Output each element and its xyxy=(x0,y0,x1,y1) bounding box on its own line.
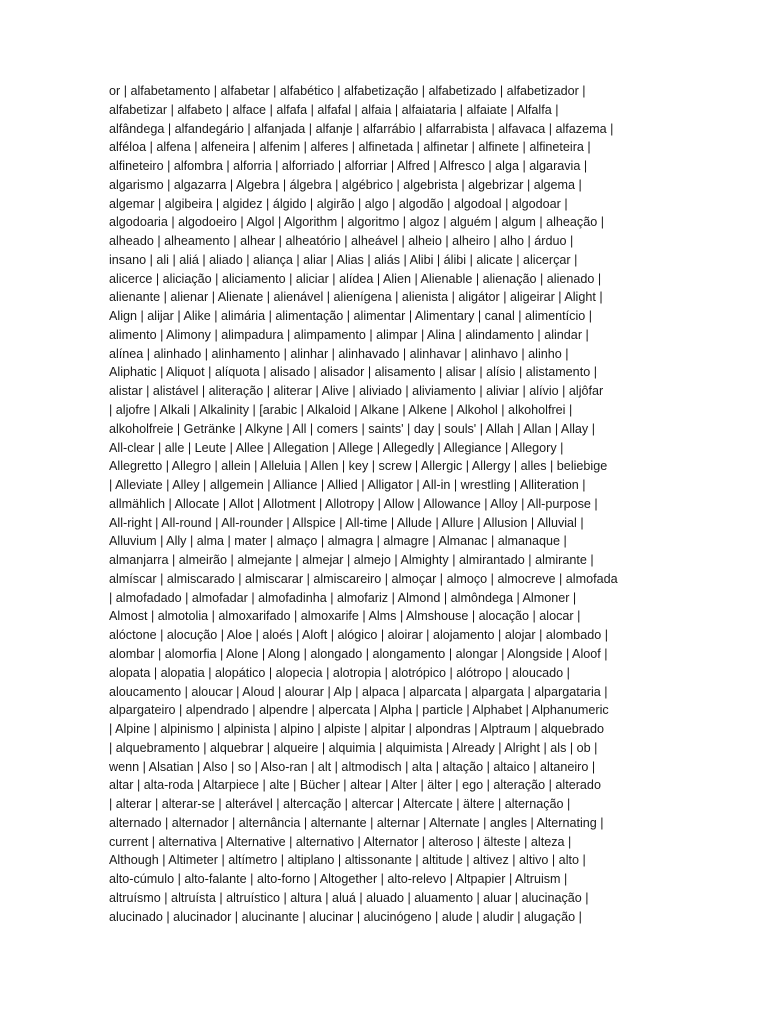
text-line: alienante | alienar | Alienate | alienável | alienígena | alienista | aligátor | aligeirar | Alight | xyxy=(109,290,603,305)
text-line: | aljofre | Alkali | Alkalinity | [arabic | Alkaloid | Alkane | Alkene | Alkohol | alkoholfrei | xyxy=(109,403,573,418)
text-line: altruísmo | altruísta | altruístico | altura | aluá | aluado | aluamento | aluar | alucinação | xyxy=(109,890,589,905)
text-line: alfabetizar | alfabeto | alface | alfafa | alfafal | alfaia | alfaiataria | alfaiate | Alfalfa | xyxy=(109,102,559,117)
text-line: alto-cúmulo | alto-falante | alto-forno | Altogether | alto-relevo | Altpapier | Altruism | xyxy=(109,872,568,887)
text-line: or | alfabetamento | alfabetar | alfabético | alfabetização | alfabetizado | alfabetizador | xyxy=(109,84,586,98)
text-line: Allegretto | Allegro | allein | Alleluia | Allen | key | screw | Allergic | Allergy | alles | beliebige xyxy=(109,459,608,474)
text-line: alheado | alheamento | alhear | alheatório | alheável | alheio | alheiro | alho | árduo | xyxy=(109,234,574,249)
text-line: alucinado | alucinador | alucinante | alucinar | alucinógeno | alude | aludir | alugação | xyxy=(109,909,582,924)
text-line: All-right | All-round | All-rounder | Allspice | All-time | Allude | Allure | Allusion | Alluvial | xyxy=(109,515,584,530)
text-line: alternado | alternador | alternância | alternante | alternar | Alternate | angles | Alternating | xyxy=(109,815,604,830)
text-line: alfineteiro | alfombra | alforria | alforriado | alforriar | Alfred | Alfresco | alga | algaravia | xyxy=(109,159,588,174)
text-line: alpargateiro | alpendrado | alpendre | alpercata | Alpha | particle | Alphabet | Alphanumeric xyxy=(109,703,609,718)
text-line: alféloa | alfena | alfeneira | alfenim | alferes | alfinetada | alfinetar | alfinete | alfineteira | xyxy=(109,140,591,155)
text-line: alóctone | alocução | Aloe | aloés | Aloft | alógico | aloirar | alojamento | alojar | alombado | xyxy=(109,628,608,643)
word-list-text xyxy=(109,82,669,926)
text-line: Alluvium | Ally | alma | mater | almaço | almagra | almagre | Almanac | almanaque | xyxy=(109,534,567,549)
text-line: alistar | alistável | aliteração | aliterar | Alive | aliviado | aliviamento | aliviar | alívio | aljôfar xyxy=(109,384,604,399)
text-line: alfândega | alfandegário | alfanjada | alfanje | alfarrábio | alfarrabista | alfavaca | alfazema | xyxy=(109,121,614,136)
text-line: algodoaria | algodoeiro | Algol | Algorithm | algoritmo | algoz | alguém | algum | alheação | xyxy=(109,215,604,230)
text-line: | alterar | alterar-se | alterável | altercação | altercar | Altercate | ältere | alternação | xyxy=(109,797,571,812)
text-line: almíscar | almiscarado | almiscarar | almiscareiro | almoçar | almoço | almocreve | almofada xyxy=(109,571,618,586)
text-line: Almost | almotolia | almoxarifado | almoxarife | Alms | Almshouse | alocação | alocar | xyxy=(109,609,581,624)
text-line: algemar | algibeira | algidez | álgido | algirão | algo | algodão | algodoal | algodoar | xyxy=(109,196,568,211)
text-line: | almofadado | almofadar | almofadinha | almofariz | Almond | almôndega | Almoner | xyxy=(109,590,577,605)
text-line: All-clear | alle | Leute | Allee | Allegation | Allege | Allegedly | Allegiance | Allegory | xyxy=(109,440,564,455)
text-line: Aliphatic | Aliquot | alíquota | alisado | alisador | alisamento | alisar | alísio | alistamento | xyxy=(109,365,597,380)
text-line: | Alpine | alpinismo | alpinista | alpino | alpiste | alpitar | alpondras | Alptraum | alquebrado xyxy=(109,722,604,737)
text-line: altar | alta-roda | Altarpiece | alte | Bücher | altear | Alter | älter | ego | alteração | alterado xyxy=(109,778,601,793)
text-line: alimento | Alimony | alimpadura | alimpamento | alimpar | Alina | alindamento | alindar | xyxy=(109,327,589,342)
text-line: aloucamento | aloucar | Aloud | alourar | Alp | alpaca | alparcata | alpargata | alpargataria | xyxy=(109,684,608,699)
text-line: almanjarra | almeirão | almejante | almejar | almejo | Almighty | almirantado | almirante | xyxy=(109,553,594,568)
text-line: current | alternativa | Alternative | alternativo | Alternator | alteroso | älteste | alteza | xyxy=(109,834,572,849)
text-line: algarismo | algazarra | Algebra | álgebra | algébrico | algebrista | algebrizar | algema | xyxy=(109,177,582,192)
text-line: | alquebramento | alquebrar | alqueire | alquimia | alquimista | Already | Alright | als | ob | xyxy=(109,740,598,755)
text-line: | Alleviate | Alley | allgemein | Alliance | Allied | Alligator | All-in | wrestling | Alliteration | xyxy=(109,478,586,493)
text-line: alicerce | aliciação | aliciamento | aliciar | alídea | Alien | Alienable | alienação | alienado | xyxy=(109,271,602,286)
text-line: alopata | alopatia | alopático | alopecia | alotropia | alotrópico | alótropo | aloucado | xyxy=(109,665,570,680)
text-line: allmählich | Allocate | Allot | Allotment | Allotropy | Allow | Allowance | Alloy | All-purpose | xyxy=(109,496,598,511)
text-line: wenn | Alsatian | Also | so | Also-ran | alt | altmodisch | alta | altação | altaico | altaneiro | xyxy=(109,759,596,774)
text-line: insano | ali | aliá | aliado | aliança | aliar | Alias | aliás | Alibi | álibi | alicate | alicerçar | xyxy=(109,252,578,267)
text-line: alkoholfreie | Getränke | Alkyne | All | comers | saints' | day | souls' | Allah | Allan | Allay | xyxy=(109,421,595,436)
text-line: alombar | alomorfia | Alone | Along | alongado | alongamento | alongar | Alongside | Aloof | xyxy=(109,646,608,661)
text-line: Align | alijar | Alike | alimária | alimentação | alimentar | Alimentary | canal | alimentício | xyxy=(109,309,593,324)
text-line: Although | Altimeter | altímetro | altiplano | altissonante | altitude | altivez | altivo | alto | xyxy=(109,853,586,868)
text-line: alínea | alinhado | alinhamento | alinhar | alinhavado | alinhavar | alinhavo | alinho | xyxy=(109,346,569,361)
